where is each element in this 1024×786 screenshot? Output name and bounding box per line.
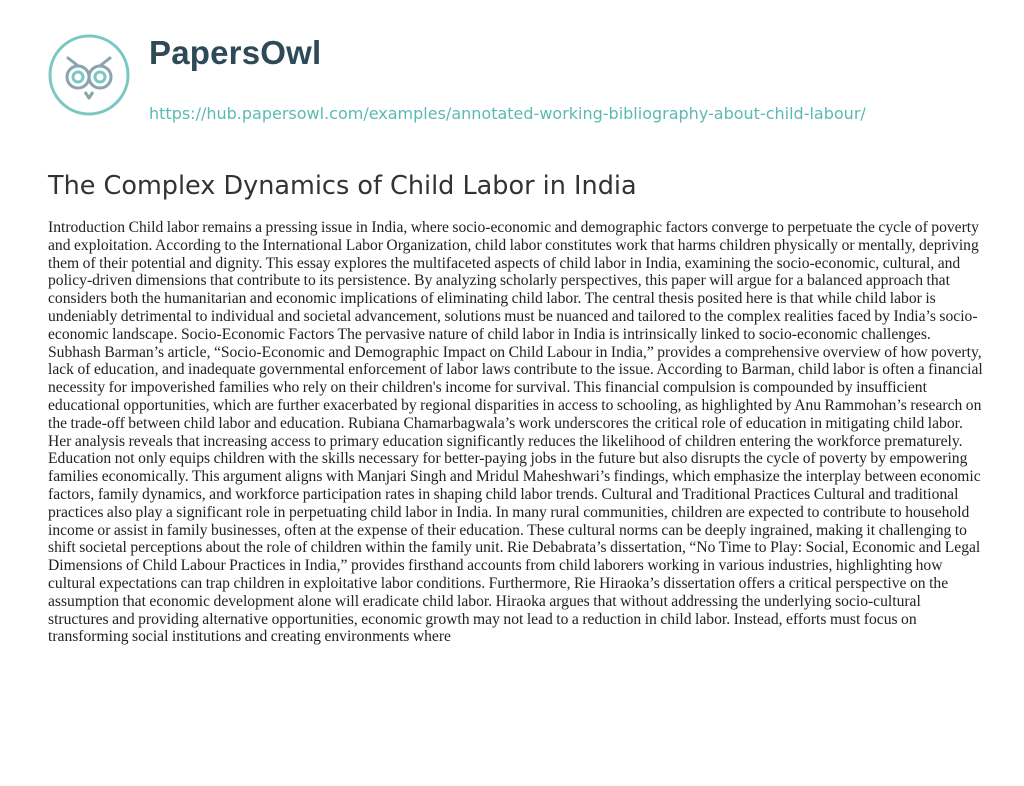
source-url-link[interactable]: https://hub.papersowl.com/examples/annotated-working-bibliography-about-child-labour/ [149, 104, 866, 123]
essay-body: Introduction Child labor remains a pressing issue in India, where socio-economic and demographic factors converge to perpetuate the cycle of poverty and exploitation. According to the International Labor Organization, child labor constitutes work that harms children physically or mentally, depriving them of their potential and dignity. This essay explores the multifaceted aspects of child labor in India, examining the socio-economic, cultural, and policy-driven dimensions that contribute to its persistence. By analyzing scholarly perspectives, this paper will argue for a balanced approach that considers both the humanitarian and economic implications of eliminating child labor. The central thesis posited here is that while child labor is undeniably detrimental to individual and societal advancement, solutions must be nuanced and tailored to the complex realities faced by India’s socio-economic landscape. Socio-Economic Factors The pervasive nature of child labor in India is intrinsically linked to socio-economic challenges. Subhash Barman’s article, “Socio-Economic and Demographic Impact on Child Labour in India,” provides a comprehensive overview of how poverty, lack of education, and inadequate governmental enforcement of labor laws contribute to the issue. According to Barman, child labor is often a financial necessity for impoverished families who rely on their children's income for survival. This financial compulsion is compounded by insufficient educational opportunities, which are further exacerbated by regional disparities in access to schooling, as highlighted by Anu Rammohan’s research on the trade-off between child labor and education. Rubiana Chamarbagwala’s work underscores the critical role of education in mitigating child labor. Her analysis reveals that increasing access to primary education significantly reduces the likelihood of children entering the workforce prematurely. Education not only equips children with the skills necessary for better-paying jobs in the future but also disrupts the cycle of poverty by empowering families economically. This argument aligns with Manjari Singh and Mridul Maheshwari’s findings, which emphasize the interplay between economic factors, family dynamics, and workforce participation rates in shaping child labor trends. Cultural and Traditional Practices Cultural and traditional practices also play a significant role in perpetuating child labor in India. In many rural communities, children are expected to contribute to household income or assist in family businesses, often at the expense of their education. These cultural norms can be deeply ingrained, making it challenging to shift societal perceptions about the role of children within the family unit. Rie Debabrata’s dissertation, “No Time to Play: Social, Economic and Legal Dimensions of Child Labour Practices in India,” provides firsthand accounts from child laborers working in various industries, highlighting how cultural expectations can trap children in exploitative labor conditions. Furthermore, Rie Hiraoka’s dissertation offers a critical perspective on the assumption that economic development alone will eradicate child labor. Hiraoka argues that without addressing the underlying socio-cultural structures and providing alternative opportunities, economic growth may not lead to a reduction in child labor. Instead, efforts must focus on transforming social institutions and creating environments where [48, 219, 983, 646]
header [48, 30, 988, 140]
page-title: The Complex Dynamics of Child Labor in India [48, 171, 637, 201]
brand-name[interactable]: PapersOwl [149, 34, 322, 71]
owl-icon[interactable] [48, 34, 130, 116]
